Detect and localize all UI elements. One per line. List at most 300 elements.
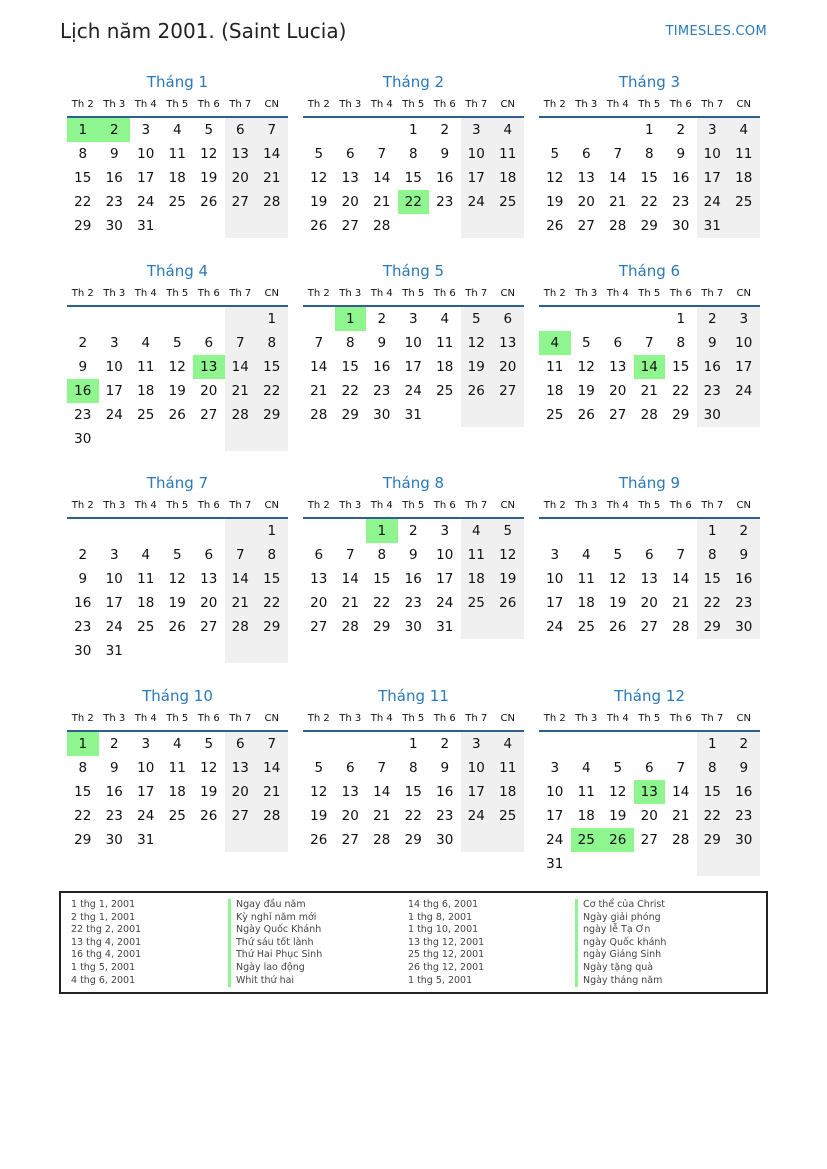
holiday-day-cell[interactable]: 25: [571, 828, 603, 852]
day-cell[interactable]: 7: [256, 118, 288, 142]
day-cell[interactable]: 15: [341, 359, 359, 375]
day-cell[interactable]: 6: [314, 547, 324, 563]
day-cell[interactable]: 29: [256, 615, 288, 639]
day-cell[interactable]: 14: [225, 567, 257, 591]
day-cell[interactable]: 1: [697, 519, 729, 543]
day-cell[interactable]: 23: [404, 595, 422, 611]
day-cell[interactable]: 2: [109, 736, 119, 752]
day-cell[interactable]: 26: [310, 218, 328, 234]
day-cell[interactable]: 20: [225, 166, 257, 190]
day-cell[interactable]: 18: [168, 170, 186, 186]
day-cell[interactable]: 17: [697, 166, 729, 190]
day-cell[interactable]: 17: [546, 808, 564, 824]
site-link[interactable]: TIMESLES.COM: [665, 24, 767, 39]
day-cell[interactable]: 20: [341, 808, 359, 824]
day-cell[interactable]: 29: [74, 832, 92, 848]
day-cell[interactable]: 6: [581, 146, 591, 162]
day-cell[interactable]: 10: [137, 146, 155, 162]
day-cell[interactable]: 17: [105, 383, 123, 399]
day-cell[interactable]: 3: [109, 335, 119, 351]
day-cell[interactable]: 10: [546, 571, 564, 587]
day-cell[interactable]: 9: [676, 146, 686, 162]
day-cell[interactable]: 29: [404, 832, 422, 848]
day-cell[interactable]: 25: [168, 808, 186, 824]
day-cell[interactable]: 11: [461, 543, 493, 567]
day-cell[interactable]: 27: [640, 619, 658, 635]
day-cell[interactable]: 6: [225, 118, 257, 142]
day-cell[interactable]: 28: [672, 832, 690, 848]
day-cell[interactable]: 16: [728, 567, 760, 591]
day-cell[interactable]: 3: [461, 118, 493, 142]
day-cell[interactable]: 13: [310, 571, 328, 587]
day-cell[interactable]: 19: [310, 808, 328, 824]
day-cell[interactable]: 15: [697, 567, 729, 591]
day-cell[interactable]: 18: [461, 567, 493, 591]
day-cell[interactable]: 20: [310, 595, 328, 611]
day-cell[interactable]: 12: [310, 784, 328, 800]
day-cell[interactable]: 30: [404, 619, 422, 635]
day-cell[interactable]: 30: [436, 832, 454, 848]
day-cell[interactable]: 5: [204, 122, 214, 138]
day-cell[interactable]: 6: [644, 760, 654, 776]
day-cell[interactable]: 12: [310, 170, 328, 186]
day-cell[interactable]: 27: [640, 832, 658, 848]
day-cell[interactable]: 12: [577, 359, 595, 375]
day-cell[interactable]: 26: [310, 832, 328, 848]
holiday-day-cell[interactable]: 4: [539, 331, 571, 355]
day-cell[interactable]: 26: [200, 194, 218, 210]
day-cell[interactable]: 21: [341, 595, 359, 611]
day-cell[interactable]: 28: [256, 804, 288, 828]
day-cell[interactable]: 18: [577, 595, 595, 611]
day-cell[interactable]: 24: [137, 194, 155, 210]
day-cell[interactable]: 24: [728, 379, 760, 403]
day-cell[interactable]: 23: [436, 194, 454, 210]
day-cell[interactable]: 23: [672, 194, 690, 210]
day-cell[interactable]: 20: [200, 595, 218, 611]
day-cell[interactable]: 27: [341, 832, 359, 848]
day-cell[interactable]: 8: [377, 547, 387, 563]
day-cell[interactable]: 8: [345, 335, 355, 351]
day-cell[interactable]: 9: [408, 547, 418, 563]
day-cell[interactable]: 18: [168, 784, 186, 800]
day-cell[interactable]: 13: [492, 331, 524, 355]
day-cell[interactable]: 12: [200, 760, 218, 776]
day-cell[interactable]: 22: [256, 379, 288, 403]
day-cell[interactable]: 30: [728, 615, 760, 639]
day-cell[interactable]: 18: [577, 808, 595, 824]
day-cell[interactable]: 4: [172, 122, 182, 138]
day-cell[interactable]: 31: [436, 619, 454, 635]
day-cell[interactable]: 30: [74, 643, 92, 659]
day-cell[interactable]: 11: [168, 760, 186, 776]
day-cell[interactable]: 17: [546, 595, 564, 611]
day-cell[interactable]: 27: [200, 407, 218, 423]
day-cell[interactable]: 27: [492, 379, 524, 403]
day-cell[interactable]: 5: [172, 335, 182, 351]
day-cell[interactable]: 4: [440, 311, 450, 327]
day-cell[interactable]: 11: [492, 756, 524, 780]
day-cell[interactable]: 15: [697, 780, 729, 804]
day-cell[interactable]: 23: [74, 619, 92, 635]
holiday-day-cell[interactable]: 1: [67, 118, 99, 142]
day-cell[interactable]: 2: [697, 307, 729, 331]
day-cell[interactable]: 2: [78, 547, 88, 563]
day-cell[interactable]: 18: [137, 383, 155, 399]
day-cell[interactable]: 22: [640, 194, 658, 210]
day-cell[interactable]: 26: [461, 379, 493, 403]
holiday-day-cell[interactable]: 13: [193, 355, 225, 379]
day-cell[interactable]: 31: [697, 214, 729, 238]
day-cell[interactable]: 5: [492, 519, 524, 543]
day-cell[interactable]: 7: [314, 335, 324, 351]
day-cell[interactable]: 29: [74, 218, 92, 234]
day-cell[interactable]: 27: [225, 804, 257, 828]
day-cell[interactable]: 26: [546, 218, 564, 234]
day-cell[interactable]: 10: [137, 760, 155, 776]
day-cell[interactable]: 13: [341, 784, 359, 800]
day-cell[interactable]: 21: [256, 780, 288, 804]
day-cell[interactable]: 26: [609, 619, 627, 635]
day-cell[interactable]: 8: [78, 760, 88, 776]
day-cell[interactable]: 3: [109, 547, 119, 563]
day-cell[interactable]: 8: [644, 146, 654, 162]
day-cell[interactable]: 27: [341, 218, 359, 234]
day-cell[interactable]: 28: [373, 218, 391, 234]
day-cell[interactable]: 16: [373, 359, 391, 375]
day-cell[interactable]: 12: [609, 784, 627, 800]
day-cell[interactable]: 8: [408, 146, 418, 162]
day-cell[interactable]: 7: [345, 547, 355, 563]
day-cell[interactable]: 21: [310, 383, 328, 399]
day-cell[interactable]: 7: [256, 732, 288, 756]
day-cell[interactable]: 18: [492, 780, 524, 804]
holiday-day-cell[interactable]: 13: [634, 780, 666, 804]
day-cell[interactable]: 8: [256, 543, 288, 567]
day-cell[interactable]: 28: [310, 407, 328, 423]
day-cell[interactable]: 13: [200, 571, 218, 587]
day-cell[interactable]: 11: [728, 142, 760, 166]
day-cell[interactable]: 9: [440, 760, 450, 776]
day-cell[interactable]: 4: [141, 547, 151, 563]
day-cell[interactable]: 17: [436, 571, 454, 587]
day-cell[interactable]: 21: [225, 591, 257, 615]
day-cell[interactable]: 31: [137, 832, 155, 848]
day-cell[interactable]: 21: [672, 595, 690, 611]
day-cell[interactable]: 17: [461, 166, 493, 190]
day-cell[interactable]: 7: [225, 331, 257, 355]
day-cell[interactable]: 6: [345, 146, 355, 162]
day-cell[interactable]: 17: [461, 780, 493, 804]
day-cell[interactable]: 1: [408, 122, 418, 138]
day-cell[interactable]: 15: [256, 567, 288, 591]
day-cell[interactable]: 15: [256, 355, 288, 379]
day-cell[interactable]: 24: [105, 619, 123, 635]
day-cell[interactable]: 9: [78, 571, 88, 587]
day-cell[interactable]: 17: [728, 355, 760, 379]
day-cell[interactable]: 9: [377, 335, 387, 351]
day-cell[interactable]: 30: [373, 407, 391, 423]
day-cell[interactable]: 29: [697, 615, 729, 639]
day-cell[interactable]: 19: [310, 194, 328, 210]
day-cell[interactable]: 12: [168, 571, 186, 587]
day-cell[interactable]: 15: [404, 784, 422, 800]
day-cell[interactable]: 3: [697, 118, 729, 142]
day-cell[interactable]: 3: [141, 736, 151, 752]
day-cell[interactable]: 19: [168, 383, 186, 399]
day-cell[interactable]: 31: [105, 643, 123, 659]
day-cell[interactable]: 14: [341, 571, 359, 587]
day-cell[interactable]: 23: [436, 808, 454, 824]
day-cell[interactable]: 2: [728, 732, 760, 756]
day-cell[interactable]: 29: [341, 407, 359, 423]
day-cell[interactable]: 2: [440, 122, 450, 138]
day-cell[interactable]: 28: [672, 619, 690, 635]
day-cell[interactable]: 4: [461, 519, 493, 543]
day-cell[interactable]: 15: [74, 784, 92, 800]
day-cell[interactable]: 20: [341, 194, 359, 210]
day-cell[interactable]: 7: [644, 335, 654, 351]
day-cell[interactable]: 11: [137, 571, 155, 587]
day-cell[interactable]: 22: [697, 591, 729, 615]
day-cell[interactable]: 18: [436, 359, 454, 375]
day-cell[interactable]: 5: [204, 736, 214, 752]
day-cell[interactable]: 8: [78, 146, 88, 162]
day-cell[interactable]: 24: [546, 832, 564, 848]
day-cell[interactable]: 24: [105, 407, 123, 423]
day-cell[interactable]: 2: [408, 523, 418, 539]
day-cell[interactable]: 22: [672, 383, 690, 399]
day-cell[interactable]: 28: [640, 407, 658, 423]
day-cell[interactable]: 13: [225, 142, 257, 166]
day-cell[interactable]: 17: [105, 595, 123, 611]
day-cell[interactable]: 30: [105, 832, 123, 848]
day-cell[interactable]: 8: [697, 543, 729, 567]
day-cell[interactable]: 13: [341, 170, 359, 186]
day-cell[interactable]: 1: [408, 736, 418, 752]
day-cell[interactable]: 28: [225, 615, 257, 639]
day-cell[interactable]: 23: [74, 407, 92, 423]
day-cell[interactable]: 16: [74, 595, 92, 611]
day-cell[interactable]: 10: [436, 547, 454, 563]
day-cell[interactable]: 18: [492, 166, 524, 190]
day-cell[interactable]: 27: [200, 619, 218, 635]
day-cell[interactable]: 29: [256, 403, 288, 427]
day-cell[interactable]: 30: [697, 403, 729, 427]
day-cell[interactable]: 24: [461, 804, 493, 828]
day-cell[interactable]: 7: [377, 760, 387, 776]
day-cell[interactable]: 4: [581, 547, 591, 563]
day-cell[interactable]: 23: [728, 804, 760, 828]
day-cell[interactable]: 19: [492, 567, 524, 591]
day-cell[interactable]: 8: [697, 756, 729, 780]
holiday-day-cell[interactable]: 26: [602, 828, 634, 852]
day-cell[interactable]: 6: [345, 760, 355, 776]
day-cell[interactable]: 16: [728, 780, 760, 804]
day-cell[interactable]: 12: [168, 359, 186, 375]
day-cell[interactable]: 16: [436, 784, 454, 800]
day-cell[interactable]: 26: [200, 808, 218, 824]
day-cell[interactable]: 9: [728, 756, 760, 780]
day-cell[interactable]: 26: [577, 407, 595, 423]
day-cell[interactable]: 12: [461, 331, 493, 355]
day-cell[interactable]: 27: [609, 407, 627, 423]
day-cell[interactable]: 24: [436, 595, 454, 611]
day-cell[interactable]: 19: [577, 383, 595, 399]
day-cell[interactable]: 23: [728, 591, 760, 615]
day-cell[interactable]: 31: [546, 856, 564, 872]
day-cell[interactable]: 27: [577, 218, 595, 234]
day-cell[interactable]: 18: [728, 166, 760, 190]
day-cell[interactable]: 10: [404, 335, 422, 351]
day-cell[interactable]: 20: [640, 595, 658, 611]
day-cell[interactable]: 14: [373, 170, 391, 186]
day-cell[interactable]: 28: [609, 218, 627, 234]
day-cell[interactable]: 13: [609, 359, 627, 375]
day-cell[interactable]: 9: [109, 760, 119, 776]
day-cell[interactable]: 28: [341, 619, 359, 635]
day-cell[interactable]: 24: [546, 619, 564, 635]
holiday-day-cell[interactable]: 16: [67, 379, 99, 403]
day-cell[interactable]: 23: [105, 808, 123, 824]
day-cell[interactable]: 21: [373, 194, 391, 210]
day-cell[interactable]: 1: [256, 519, 288, 543]
day-cell[interactable]: 8: [676, 335, 686, 351]
day-cell[interactable]: 29: [697, 828, 729, 852]
day-cell[interactable]: 19: [609, 808, 627, 824]
day-cell[interactable]: 20: [640, 808, 658, 824]
day-cell[interactable]: 6: [492, 307, 524, 331]
day-cell[interactable]: 19: [461, 355, 493, 379]
day-cell[interactable]: 14: [373, 784, 391, 800]
day-cell[interactable]: 7: [676, 547, 686, 563]
day-cell[interactable]: 20: [200, 383, 218, 399]
day-cell[interactable]: 10: [728, 331, 760, 355]
day-cell[interactable]: 2: [676, 122, 686, 138]
day-cell[interactable]: 28: [256, 190, 288, 214]
day-cell[interactable]: 12: [200, 146, 218, 162]
day-cell[interactable]: 3: [550, 547, 560, 563]
day-cell[interactable]: 5: [613, 547, 623, 563]
day-cell[interactable]: 31: [404, 407, 422, 423]
day-cell[interactable]: 10: [546, 784, 564, 800]
day-cell[interactable]: 24: [461, 190, 493, 214]
day-cell[interactable]: 15: [640, 170, 658, 186]
day-cell[interactable]: 26: [492, 591, 524, 615]
day-cell[interactable]: 20: [492, 355, 524, 379]
holiday-day-cell[interactable]: 14: [634, 355, 666, 379]
day-cell[interactable]: 21: [640, 383, 658, 399]
day-cell[interactable]: 21: [609, 194, 627, 210]
day-cell[interactable]: 15: [74, 170, 92, 186]
day-cell[interactable]: 11: [168, 146, 186, 162]
day-cell[interactable]: 11: [436, 335, 454, 351]
day-cell[interactable]: 25: [492, 804, 524, 828]
day-cell[interactable]: 22: [697, 804, 729, 828]
day-cell[interactable]: 9: [728, 543, 760, 567]
day-cell[interactable]: 9: [109, 146, 119, 162]
day-cell[interactable]: 19: [609, 595, 627, 611]
day-cell[interactable]: 13: [577, 170, 595, 186]
day-cell[interactable]: 14: [256, 142, 288, 166]
day-cell[interactable]: 19: [200, 784, 218, 800]
day-cell[interactable]: 25: [436, 383, 454, 399]
day-cell[interactable]: 16: [697, 355, 729, 379]
day-cell[interactable]: 10: [105, 359, 123, 375]
day-cell[interactable]: 14: [310, 359, 328, 375]
day-cell[interactable]: 17: [404, 359, 422, 375]
day-cell[interactable]: 22: [404, 808, 422, 824]
day-cell[interactable]: 10: [461, 756, 493, 780]
day-cell[interactable]: 5: [461, 307, 493, 331]
day-cell[interactable]: 13: [640, 571, 658, 587]
day-cell[interactable]: 6: [204, 547, 214, 563]
day-cell[interactable]: 7: [676, 760, 686, 776]
day-cell[interactable]: 30: [74, 431, 92, 447]
day-cell[interactable]: 8: [408, 760, 418, 776]
day-cell[interactable]: 20: [609, 383, 627, 399]
day-cell[interactable]: 2: [440, 736, 450, 752]
day-cell[interactable]: 11: [137, 359, 155, 375]
day-cell[interactable]: 4: [141, 335, 151, 351]
day-cell[interactable]: 22: [256, 591, 288, 615]
day-cell[interactable]: 3: [728, 307, 760, 331]
day-cell[interactable]: 25: [492, 190, 524, 214]
day-cell[interactable]: 5: [581, 335, 591, 351]
day-cell[interactable]: 25: [168, 194, 186, 210]
day-cell[interactable]: 12: [609, 571, 627, 587]
day-cell[interactable]: 28: [373, 832, 391, 848]
day-cell[interactable]: 15: [404, 170, 422, 186]
day-cell[interactable]: 3: [461, 732, 493, 756]
holiday-day-cell[interactable]: 22: [398, 190, 430, 214]
day-cell[interactable]: 29: [373, 619, 391, 635]
day-cell[interactable]: 17: [137, 784, 155, 800]
day-cell[interactable]: 3: [141, 122, 151, 138]
day-cell[interactable]: 5: [613, 760, 623, 776]
day-cell[interactable]: 16: [404, 571, 422, 587]
day-cell[interactable]: 29: [672, 407, 690, 423]
day-cell[interactable]: 2: [728, 519, 760, 543]
day-cell[interactable]: 9: [78, 359, 88, 375]
day-cell[interactable]: 4: [492, 732, 524, 756]
day-cell[interactable]: 29: [640, 218, 658, 234]
day-cell[interactable]: 1: [697, 732, 729, 756]
day-cell[interactable]: 13: [225, 756, 257, 780]
day-cell[interactable]: 20: [225, 780, 257, 804]
day-cell[interactable]: 6: [204, 335, 214, 351]
day-cell[interactable]: 11: [577, 571, 595, 587]
day-cell[interactable]: 28: [225, 403, 257, 427]
day-cell[interactable]: 11: [577, 784, 595, 800]
day-cell[interactable]: 1: [676, 311, 686, 327]
day-cell[interactable]: 16: [105, 170, 123, 186]
day-cell[interactable]: 4: [492, 118, 524, 142]
day-cell[interactable]: 4: [728, 118, 760, 142]
day-cell[interactable]: 2: [78, 335, 88, 351]
day-cell[interactable]: 14: [256, 756, 288, 780]
day-cell[interactable]: 24: [404, 383, 422, 399]
day-cell[interactable]: 5: [172, 547, 182, 563]
holiday-day-cell[interactable]: 2: [99, 118, 131, 142]
day-cell[interactable]: 30: [672, 218, 690, 234]
day-cell[interactable]: 10: [461, 142, 493, 166]
day-cell[interactable]: 14: [672, 784, 690, 800]
day-cell[interactable]: 19: [168, 595, 186, 611]
day-cell[interactable]: 12: [492, 543, 524, 567]
day-cell[interactable]: 25: [577, 619, 595, 635]
day-cell[interactable]: 14: [225, 355, 257, 379]
